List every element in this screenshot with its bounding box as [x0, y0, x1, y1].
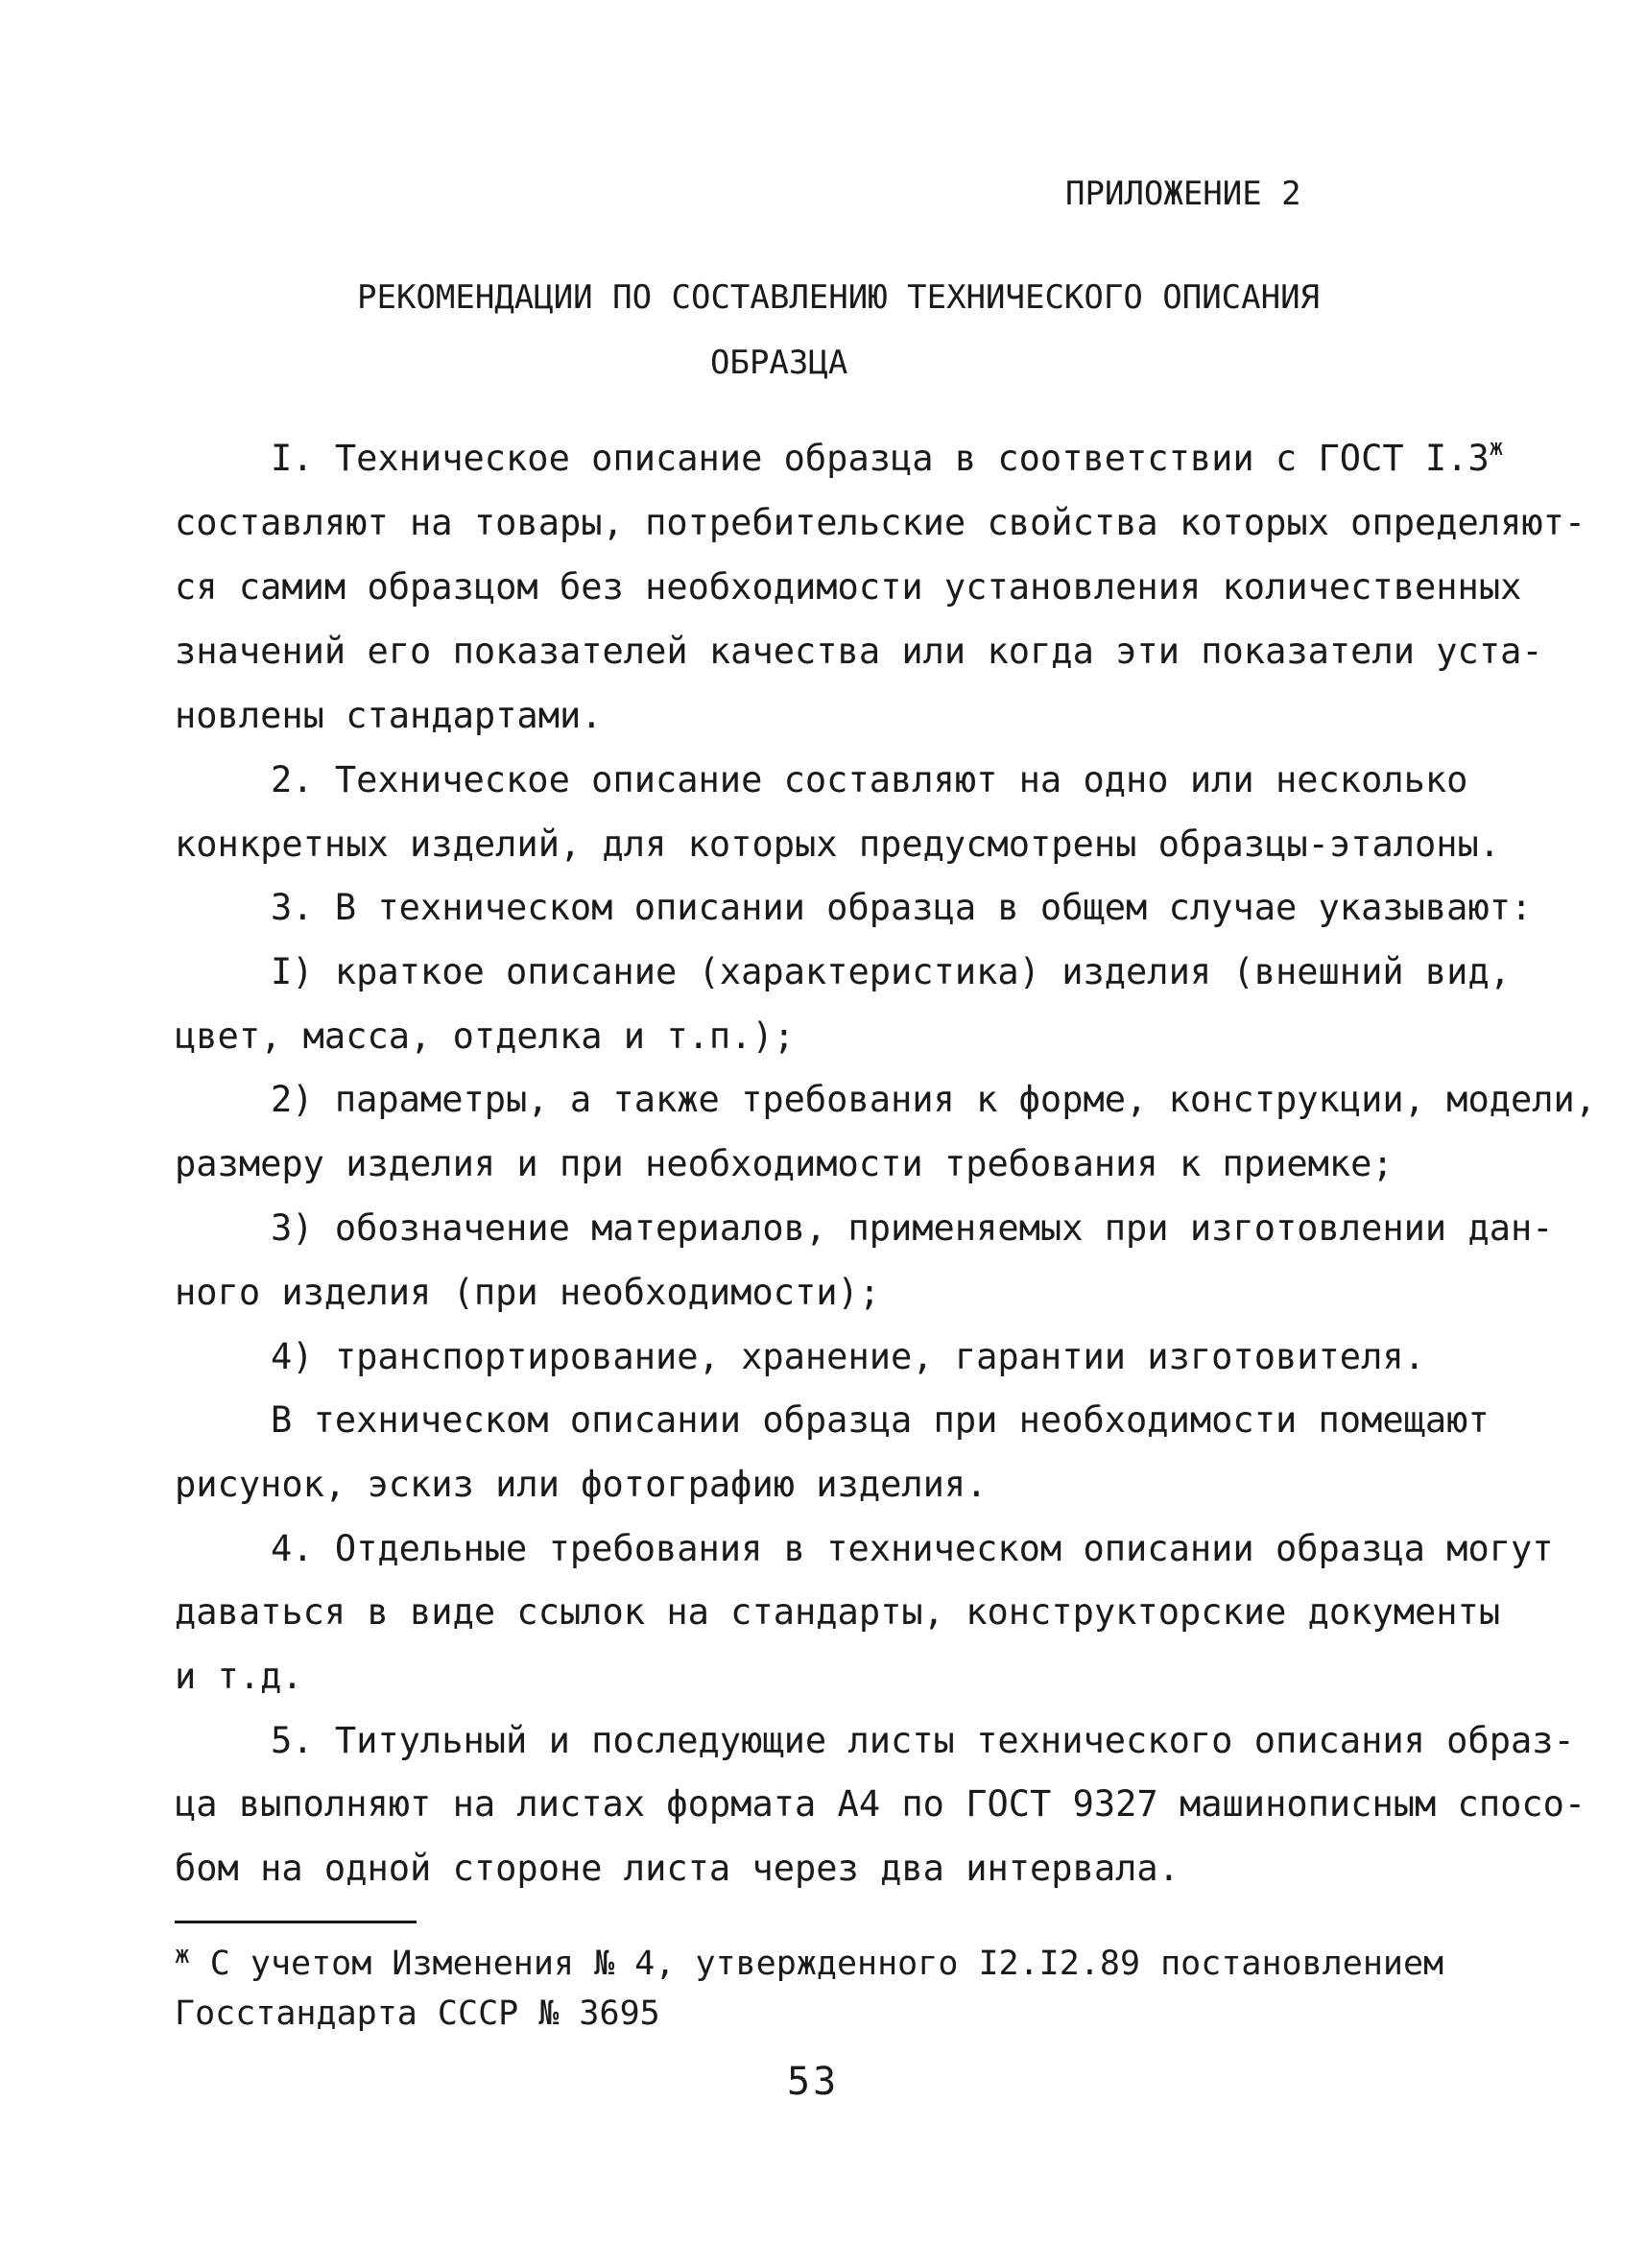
paragraph-line: 5. Титульный и последующие листы технического описания образ-	[271, 1720, 1575, 1761]
paragraph-line: ца выполняют на листах формата А4 по ГОСТ 9327 машинописным спосо-	[175, 1783, 1586, 1825]
paragraph-line: 3. В техническом описании образца в общем случае указывают:	[271, 887, 1533, 928]
list-item-line: цвет, масса, отделка и т.п.);	[175, 1015, 796, 1057]
paragraph-line: конкретных изделий, для которых предусмотрены образцы-эталоны.	[175, 824, 1501, 865]
document-title-line-1: РЕКОМЕНДАЦИИ ПО СОСТАВЛЕНИЮ ТЕХНИЧЕСКОГО ОПИСАНИЯ	[357, 278, 1321, 317]
paragraph-line: и т.д.	[175, 1656, 303, 1697]
paragraph-line: даваться в виде ссылок на стандарты, конструкторские документы	[175, 1591, 1501, 1633]
paragraph-line: новлены стандартами.	[175, 695, 603, 736]
list-item-line: 3) обозначение материалов, применяемых при изготовлении дан-	[271, 1207, 1554, 1249]
list-item-line: 2) параметры, а также требования к форме, конструкции, модели,	[271, 1079, 1597, 1120]
page-number: 53	[787, 2060, 840, 2104]
paragraph-line: составляют на товары, потребительские свойства которых определяют-	[175, 502, 1586, 543]
paragraph-line: значений его показателей качества или когда эти показатели уста-	[175, 631, 1543, 672]
list-item-line: I) краткое описание (характеристика) изделия (внешний вид,	[271, 951, 1512, 992]
paragraph-line: 2. Техническое описание составляют на одно или несколько	[271, 759, 1468, 800]
document-title-line-2: ОБРАЗЦА	[710, 344, 848, 382]
list-item-line: размеру изделия и при необходимости требования к приемке;	[175, 1143, 1394, 1184]
paragraph-text: I. Техническое описание образца в соответствии с ГОСТ I.3	[271, 438, 1490, 479]
paragraph-line	[271, 434, 1504, 479]
footnote-mark: ж	[175, 1941, 190, 1970]
paragraph-line: В техническом описании образца при необходимости помещают	[271, 1399, 1490, 1441]
paragraph-line: рисунок, эскиз или фотографию изделия.	[175, 1464, 988, 1505]
footnote-reference-mark: ж	[1489, 434, 1504, 461]
footnote-divider	[175, 1921, 417, 1923]
paragraph-line: 4. Отдельные требования в техническом описании образца могут	[271, 1528, 1554, 1569]
paragraph-line: ся самим образцом без необходимости установления количественных	[175, 566, 1522, 608]
list-item-line: ного изделия (при необходимости);	[175, 1272, 881, 1313]
footnote-line-1	[175, 1941, 1444, 1983]
paragraph-line: бом на одной стороне листа через два интервала.	[175, 1848, 1180, 1889]
list-item-line: 4) транспортирование, хранение, гарантии изготовителя.	[271, 1336, 1425, 1377]
footnote-text: С учетом Изменения № 4, утвержденного I2.I2.89 постановлением	[209, 1945, 1444, 1983]
footnote-line-2: Госстандарта СССР № 3695	[175, 1994, 660, 2033]
appendix-label: ПРИЛОЖЕНИЕ 2	[1065, 175, 1301, 213]
